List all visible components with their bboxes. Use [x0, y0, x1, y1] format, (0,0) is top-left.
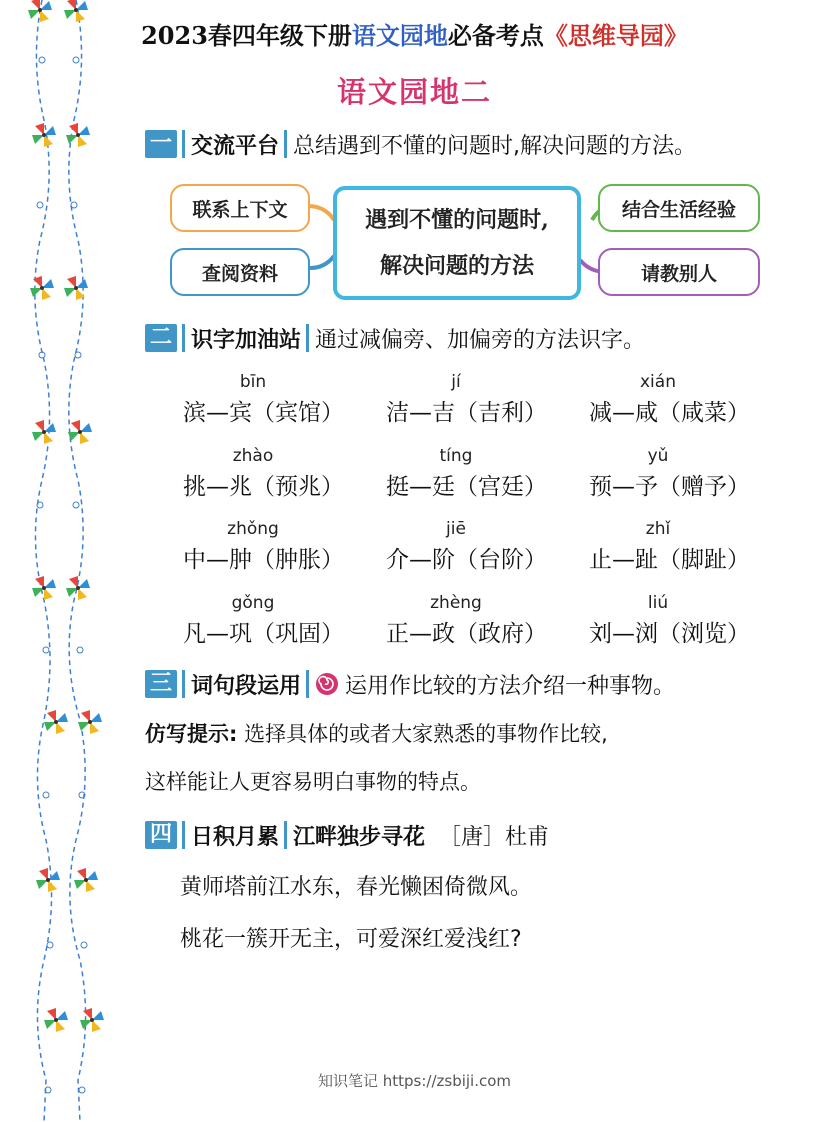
- character-item: [183, 615, 344, 648]
- pinyin: zhào: [232, 446, 274, 466]
- footer-watermark: 知识笔记 https://zsbiji.com: [317, 1072, 512, 1090]
- character-pair: 挺—廷: [386, 474, 455, 500]
- poem-author: ［唐］杜甫: [439, 824, 550, 850]
- swirl-icon: [315, 672, 339, 696]
- character-item: [183, 468, 344, 501]
- title-part-3: 必备考点: [447, 21, 544, 50]
- section-1-description: 总结遇到不懂的问题时,解决问题的方法。: [293, 133, 697, 159]
- character-item: [589, 615, 750, 648]
- example-word: （吉利）: [455, 400, 547, 426]
- mindmap-node-reference: [170, 248, 310, 296]
- pinyin: zhǒng: [227, 519, 279, 539]
- section-1-header: [145, 128, 696, 160]
- example-word: （赠予）: [658, 474, 750, 500]
- node-label: 结合生活经验: [621, 198, 736, 221]
- example-word: （浏览）: [658, 621, 750, 647]
- character-item: [183, 394, 344, 427]
- example-word: （肿胀）: [252, 547, 344, 573]
- example-word: （巩固）: [252, 621, 344, 647]
- example-word: （政府）: [455, 621, 547, 647]
- section-2-number: 二: [145, 324, 177, 352]
- character-item: [589, 541, 750, 574]
- divider-bar: [306, 670, 309, 698]
- character-item: [589, 394, 750, 427]
- character-pair: 滨—宾: [183, 400, 252, 426]
- character-pair: 正—政: [386, 621, 455, 647]
- divider-bar: [182, 324, 185, 352]
- example-word: （咸菜）: [658, 400, 750, 426]
- center-line-2: 解决问题的方法: [379, 253, 534, 279]
- title-part-4: 《思维导园》: [543, 21, 688, 50]
- hint-line-1: 选择具体的或者大家熟悉的事物作比较,: [244, 722, 608, 746]
- mindmap-center-node: [333, 186, 581, 300]
- character-pair: 凡—巩: [183, 621, 252, 647]
- section-1-title: 交流平台: [191, 133, 280, 159]
- pinyin: liú: [647, 593, 669, 613]
- section-2-header: [145, 322, 645, 354]
- node-label: 查阅资料: [201, 262, 278, 285]
- character-item: [386, 468, 547, 501]
- character-item: [386, 394, 547, 427]
- page-heading: 语文园地二: [336, 75, 492, 109]
- divider-bar: [284, 821, 287, 849]
- poem-line-2: 桃花一簇开无主，可爱深红爱浅红?: [180, 927, 522, 952]
- character-pair: 洁—吉: [386, 400, 455, 426]
- section-3-header: [145, 668, 675, 700]
- pinyin: yǔ: [647, 446, 669, 466]
- node-label: 请教别人: [640, 262, 717, 285]
- example-word: （预兆）: [252, 474, 344, 500]
- poem-title: 江畔独步寻花: [293, 824, 426, 850]
- character-pair: 止—趾: [589, 547, 658, 573]
- character-item: [386, 615, 547, 648]
- mindmap-node-experience: [598, 184, 760, 232]
- section-1-number: 一: [145, 130, 177, 158]
- character-item: [386, 541, 547, 574]
- pinyin: gǒng: [231, 593, 275, 613]
- example-word: （台阶）: [455, 547, 547, 573]
- section-4-number: 四: [145, 821, 177, 849]
- character-pair: 中—肿: [183, 547, 252, 573]
- divider-bar: [182, 821, 185, 849]
- character-pair: 预—予: [589, 474, 658, 500]
- pinyin: jiē: [446, 519, 466, 539]
- example-word: （宾馆）: [252, 400, 344, 426]
- example-word: （脚趾）: [658, 547, 750, 573]
- pinyin: xián: [640, 372, 676, 392]
- hint-line-2: 这样能让人更容易明白事物的特点。: [145, 770, 481, 794]
- section-4-header: [145, 819, 549, 851]
- divider-bar: [182, 130, 185, 158]
- pinyin: bīn: [239, 372, 267, 392]
- pinyin: tíng: [439, 446, 473, 466]
- character-pair: 介—阶: [386, 547, 455, 573]
- pinwheel-border-decoration: [0, 0, 110, 1122]
- character-pair: 减—咸: [589, 400, 658, 426]
- hint-label: 仿写提示:: [145, 722, 238, 746]
- divider-bar: [306, 324, 309, 352]
- poem-line-1: 黄师塔前江水东，春光懒困倚微风。: [180, 875, 533, 900]
- section-3-number: 三: [145, 670, 177, 698]
- divider-bar: [284, 130, 287, 158]
- title-part-1: 2023春四年级下册: [141, 21, 352, 50]
- document-title: [0, 16, 829, 51]
- title-part-2: 语文园地: [351, 21, 448, 50]
- example-word: （宫廷）: [455, 474, 547, 500]
- section-2-description: 通过减偏旁、加偏旁的方法识字。: [315, 327, 646, 353]
- node-label: 联系上下文: [192, 198, 288, 221]
- pinyin: zhǐ: [645, 519, 671, 539]
- mindmap-node-context: [170, 184, 310, 232]
- character-item: [589, 468, 750, 501]
- section-3-description: 运用作比较的方法介绍一种事物。: [345, 673, 676, 699]
- character-pair: 刘—浏: [589, 621, 658, 647]
- character-item: [183, 541, 344, 574]
- character-pair: 挑—兆: [183, 474, 252, 500]
- writing-hint: [145, 716, 608, 800]
- section-2-title: 识字加油站: [191, 327, 302, 353]
- section-3-title: 词句段运用: [191, 673, 302, 699]
- pinyin: zhèng: [430, 593, 482, 613]
- mindmap-node-ask-others: [598, 248, 760, 296]
- pinyin: jí: [451, 372, 461, 392]
- center-line-1: 遇到不懂的问题时,: [365, 207, 549, 233]
- divider-bar: [182, 670, 185, 698]
- section-4-title: 日积月累: [191, 824, 280, 850]
